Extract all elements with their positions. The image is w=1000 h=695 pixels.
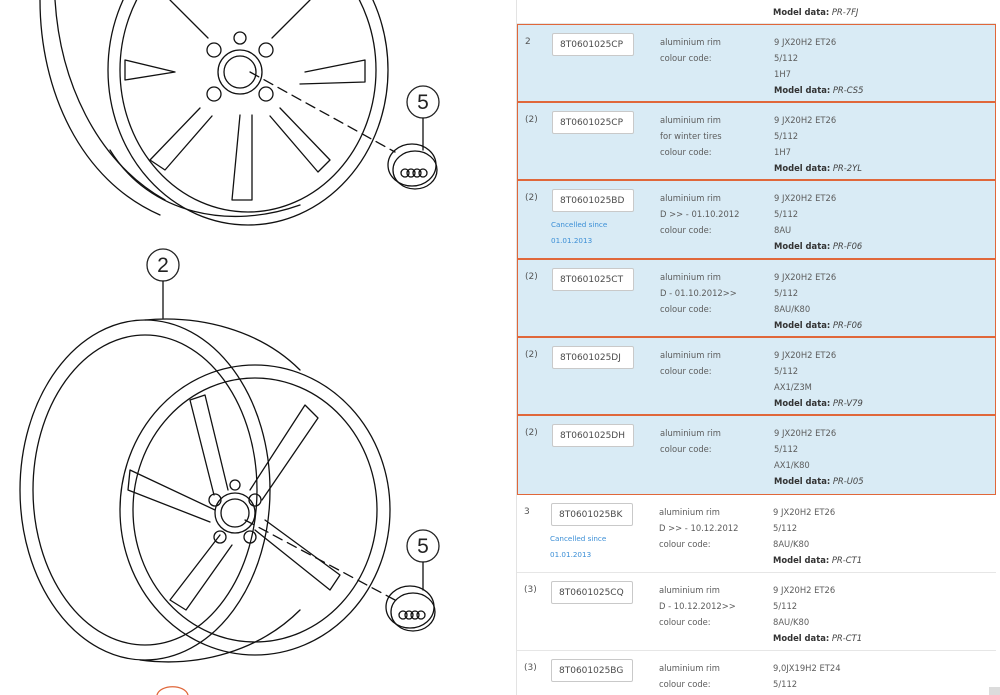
parts-row[interactable]	[517, 573, 996, 651]
parts-row-partial	[517, 0, 996, 24]
position-number: (2)	[525, 193, 538, 203]
model-data	[774, 317, 994, 333]
lower-wheel-drawing	[20, 319, 395, 662]
model-data-label: Model data:	[773, 555, 830, 565]
description-line: D >> - 10.12.2012	[659, 523, 739, 533]
position-number: (3)	[524, 585, 537, 595]
part-specs	[774, 425, 994, 489]
spec-line: 5/112	[774, 366, 799, 376]
part-specs	[773, 504, 993, 568]
model-data-label: Model data:	[774, 163, 831, 173]
position-number: (3)	[524, 663, 537, 673]
parts-row[interactable]	[517, 415, 996, 495]
part-specs	[774, 269, 994, 333]
model-data-value: PR-7FJ	[831, 7, 859, 17]
model-data-value: PR-CT1	[831, 633, 863, 643]
part-specs	[773, 660, 993, 692]
spec-line: 5/112	[774, 131, 799, 141]
part-number-button[interactable]: 8T0601025BD	[552, 189, 634, 212]
part-specs	[773, 582, 993, 646]
position-number: 3	[524, 507, 530, 517]
model-data-label: Model data:	[774, 398, 831, 408]
parts-row[interactable]	[517, 180, 996, 259]
scrollbar-corner[interactable]	[989, 687, 1000, 695]
part-number-button[interactable]: 8T0601025BK	[551, 503, 633, 526]
spec-line: 5/112	[774, 209, 799, 219]
spec-line: 1H7	[774, 147, 791, 157]
spec-line: 5/112	[773, 523, 798, 533]
spec-line: 9 JX20H2 ET26	[774, 193, 837, 203]
part-description	[659, 660, 771, 692]
cancelled-notice: Cancelled since 01.01.2013	[550, 534, 607, 559]
spec-line: AX1/K80	[774, 460, 810, 470]
part-description	[660, 269, 772, 317]
description-line: colour code:	[659, 679, 711, 689]
position-number: (2)	[525, 350, 538, 360]
description-line: colour code:	[660, 225, 712, 235]
part-number-button[interactable]: 8T0601025DH	[552, 424, 634, 447]
spec-line: 8AU	[774, 225, 792, 235]
parts-row[interactable]	[517, 102, 996, 180]
part-specs	[774, 190, 994, 254]
description-line: colour code:	[660, 366, 712, 376]
model-data-label: Model data:	[774, 476, 831, 486]
part-number-button[interactable]: 8T0601025CT	[552, 268, 634, 291]
part-description	[660, 190, 772, 238]
model-data-value: PR-CS5	[832, 85, 864, 95]
position-number: (2)	[525, 272, 538, 282]
description-line: aluminium rim	[660, 350, 721, 360]
parts-row[interactable]	[517, 259, 996, 337]
description-line: colour code:	[659, 539, 711, 549]
spec-line: 9 JX20H2 ET26	[773, 585, 836, 595]
part-description	[659, 504, 771, 552]
description-line: D - 01.10.2012>>	[660, 288, 737, 298]
part-specs	[774, 34, 994, 98]
model-data	[774, 238, 994, 254]
spec-line: 8AU/K80	[773, 617, 810, 627]
model-data	[773, 552, 993, 568]
model-data-value: PR-2YL	[832, 163, 862, 173]
part-description	[660, 347, 772, 379]
callout-5-bottom[interactable]: 5	[417, 535, 429, 558]
model-data	[774, 473, 994, 489]
part-number-button[interactable]: 8T0601025DJ	[552, 346, 634, 369]
center-cap-2	[386, 586, 435, 631]
part-description	[659, 582, 771, 630]
spec-line: 9 JX20H2 ET26	[774, 115, 837, 125]
part-description	[660, 112, 772, 160]
model-data	[774, 82, 994, 98]
part-description	[660, 34, 772, 66]
spec-line: 9,0JX19H2 ET24	[773, 663, 841, 673]
model-data-value: PR-F06	[832, 320, 863, 330]
parts-list-panel	[516, 0, 1000, 695]
parts-row[interactable]	[517, 651, 996, 695]
parts-row[interactable]	[517, 495, 996, 573]
description-line: aluminium rim	[659, 507, 720, 517]
description-line: aluminium rim	[660, 272, 721, 282]
model-data-label: Model data:	[774, 85, 831, 95]
spec-line: 5/112	[774, 288, 799, 298]
description-line: colour code:	[660, 304, 712, 314]
model-data-label: Model data:	[773, 7, 830, 17]
description-line: colour code:	[659, 617, 711, 627]
spec-line: 8AU/K80	[774, 304, 811, 314]
model-data	[773, 630, 993, 646]
model-data-value: PR-V79	[832, 398, 863, 408]
position-number: (2)	[525, 115, 538, 125]
description-line: aluminium rim	[660, 428, 721, 438]
position-number: 2	[525, 37, 531, 47]
model-data-value: PR-U05	[832, 476, 864, 486]
spec-line: 5/112	[773, 601, 798, 611]
description-line: for winter tires	[660, 131, 722, 141]
description-line: colour code:	[660, 53, 712, 63]
callout-5-top[interactable]: 5	[417, 91, 429, 114]
part-description	[660, 425, 772, 457]
spec-line: 5/112	[773, 679, 798, 689]
part-number-button[interactable]: 8T0601025BG	[551, 659, 633, 682]
position-number: (2)	[525, 428, 538, 438]
spec-line: 8AU/K80	[773, 539, 810, 549]
upper-wheel-drawing	[40, 0, 395, 225]
part-number-button[interactable]: 8T0601025CP	[552, 33, 634, 56]
spec-line: 9 JX20H2 ET26	[774, 37, 837, 47]
model-data-label: Model data:	[774, 241, 831, 251]
description-line: aluminium rim	[659, 585, 720, 595]
spec-line: 9 JX20H2 ET26	[774, 428, 837, 438]
model-data	[774, 395, 994, 411]
part-number-button[interactable]: 8T0601025CQ	[551, 581, 633, 604]
cancelled-notice: Cancelled since 01.01.2013	[551, 220, 608, 245]
part-number-button[interactable]: 8T0601025CP	[552, 111, 634, 134]
spec-line: 1H7	[774, 69, 791, 79]
description-line: D - 10.12.2012>>	[659, 601, 736, 611]
description-line: aluminium rim	[660, 115, 721, 125]
spec-line: 5/112	[774, 53, 799, 63]
spec-line: 9 JX20H2 ET26	[774, 272, 837, 282]
spec-line: 9 JX20H2 ET26	[774, 350, 837, 360]
model-data-value: PR-CT1	[831, 555, 863, 565]
description-line: aluminium rim	[659, 663, 720, 673]
model-data	[774, 160, 994, 176]
description-line: aluminium rim	[660, 193, 721, 203]
parts-row[interactable]	[517, 24, 996, 102]
part-specs	[774, 347, 994, 411]
model-data-label: Model data:	[774, 320, 831, 330]
spec-line: AX1/Z3M	[774, 382, 812, 392]
parts-row[interactable]	[517, 337, 996, 415]
spec-line: 5/112	[774, 444, 799, 454]
description-line: aluminium rim	[660, 37, 721, 47]
description-line: D >> - 01.10.2012	[660, 209, 740, 219]
center-cap-1	[388, 144, 437, 189]
spec-line: 9 JX20H2 ET26	[773, 507, 836, 517]
callout-2[interactable]: 2	[157, 254, 169, 277]
model-data-value: PR-F06	[832, 241, 863, 251]
model-data-label: Model data:	[773, 633, 830, 643]
description-line: colour code:	[660, 444, 712, 454]
part-specs	[774, 112, 994, 176]
description-line: colour code:	[660, 147, 712, 157]
